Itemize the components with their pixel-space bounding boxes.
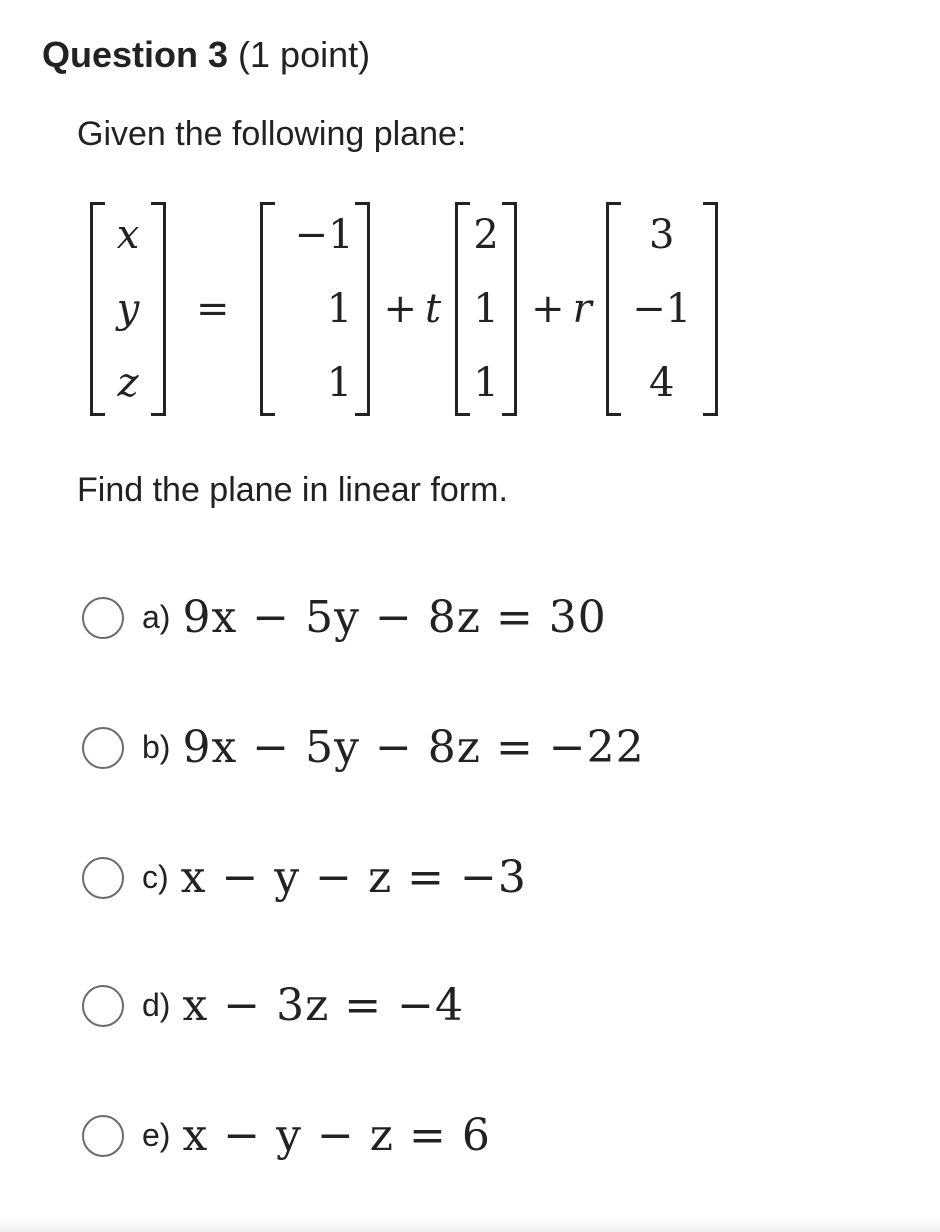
radio-button[interactable] <box>82 727 124 769</box>
vector-entry: −1 <box>632 286 692 332</box>
option-letter: b) <box>142 729 171 765</box>
prompt-task: Find the plane in linear form. <box>77 471 508 509</box>
variable-vector <box>90 198 166 420</box>
radio-button[interactable] <box>82 985 124 1027</box>
radio-button[interactable] <box>82 857 124 899</box>
vector-entry: z <box>117 360 139 406</box>
parameter-r: r <box>572 286 592 332</box>
vector-entry: 2 <box>473 212 499 258</box>
option-expression: x − y − z = −3 <box>180 852 527 903</box>
option-letter: a) <box>142 599 171 635</box>
parameter-t: t <box>425 286 442 332</box>
vector-entry: 1 <box>473 360 499 406</box>
vector-entry: 1 <box>326 286 353 332</box>
plane-equation <box>90 198 718 420</box>
question-points: (1 point) <box>238 34 371 75</box>
point-vector <box>260 198 370 420</box>
option-letter: e) <box>142 1117 171 1153</box>
vector-entry: 4 <box>649 360 675 406</box>
radio-button[interactable] <box>82 1115 124 1157</box>
direction-vector-1 <box>455 198 517 420</box>
vector-entry: −1 <box>294 212 354 258</box>
question-title: Question 3 <box>42 34 229 75</box>
prompt-given: Given the following plane: <box>77 115 467 153</box>
bottom-edge <box>0 1218 940 1232</box>
option-letter: d) <box>142 987 171 1023</box>
direction-vector-2 <box>606 198 718 420</box>
plus-r-term <box>517 286 606 332</box>
radio-button[interactable] <box>82 597 124 639</box>
plus-sign: + <box>531 286 565 332</box>
vector-entry: 3 <box>649 212 675 258</box>
option-d[interactable] <box>82 980 464 1031</box>
option-expression: x − y − z = 6 <box>182 1110 491 1161</box>
vector-entry: x <box>116 212 140 258</box>
option-expression: 9x − 5y − 8z = 30 <box>182 592 607 643</box>
option-c[interactable] <box>82 852 527 903</box>
option-letter: c) <box>142 859 169 895</box>
option-a[interactable] <box>82 592 607 643</box>
vector-entry: 1 <box>326 360 353 406</box>
plus-sign: + <box>383 286 418 332</box>
option-e[interactable] <box>82 1110 491 1161</box>
option-expression: 9x − 5y − 8z = −22 <box>182 722 645 773</box>
plus-t-term <box>370 286 456 332</box>
option-b[interactable] <box>82 722 645 773</box>
vector-entry: y <box>116 286 140 332</box>
option-expression: x − 3z = −4 <box>182 980 464 1031</box>
equals-sign: = <box>196 286 230 332</box>
vector-entry: 1 <box>473 286 499 332</box>
question-header <box>42 30 370 80</box>
